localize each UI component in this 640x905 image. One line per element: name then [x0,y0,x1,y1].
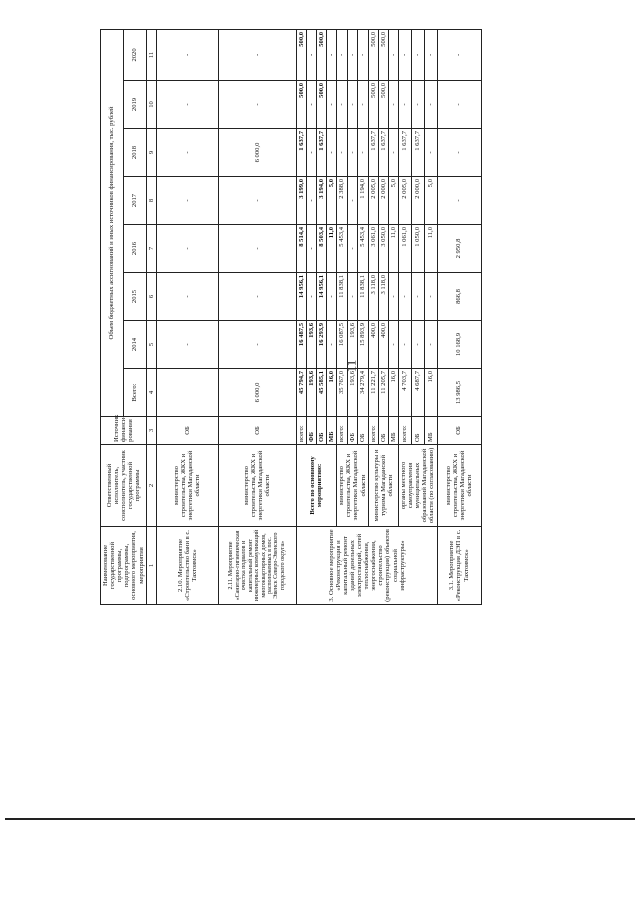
row-source: МБ [388,417,398,445]
value-cell: - [218,273,296,321]
value-cell: 16 487,5 [296,321,306,369]
value-cell: - [411,81,424,129]
value-cell: - [358,129,369,177]
value-cell: - [327,29,337,80]
value-cell: - [218,321,296,369]
value-cell: 45 585,1 [316,369,326,417]
value-cell: 14 956,1 [296,273,306,321]
value-cell: - [218,177,296,225]
row-source: всего: [398,417,411,445]
value-cell: - [437,81,481,129]
value-cell: - [156,29,218,80]
value-cell: 193,6 [347,369,357,417]
row-source: всего: [337,417,347,445]
rotated-table-wrapper [100,30,570,605]
table-row [337,29,347,604]
table-row [296,29,306,604]
row-source: всего: [368,417,378,445]
col-num: 1 [146,527,156,605]
value-cell: 2 388,0 [337,177,347,225]
value-cell: 866,8 [437,273,481,321]
value-cell: 14 956,1 [316,273,326,321]
col-num: 11 [146,29,156,80]
value-cell: - [156,81,218,129]
value-cell: 500,0 [378,29,388,80]
row-source: ФБ [306,417,316,445]
value-cell: 500,0 [316,81,326,129]
main-activity-name: 3. Основное мероприятие «Реконструкция и капитальный ремонт зданий дизельных электростанций, сетей теплоснабжения, энергоснабжения, строительство (реконструкция) объектов социальной инфраструктуры» [296,527,437,605]
value-cell: 5,0 [388,177,398,225]
value-cell: 6 000,0 [218,129,296,177]
value-cell: - [337,81,347,129]
value-cell: 193,6 [347,321,357,369]
value-cell: 11,0 [388,225,398,273]
value-cell: 2 000,0 [378,177,388,225]
value-cell: - [398,81,411,129]
row-executor: министерство строительства, ЖКХ и энергетики Магаданской области [218,445,296,527]
value-cell: - [358,81,369,129]
year-cell: 2014 [123,321,146,369]
col-num: 9 [146,129,156,177]
group-executor: министерство культуры и туризма Магаданской области [368,445,398,527]
value-cell: - [156,273,218,321]
row-executor: министерство строительства, ЖКХ и энергетики Магаданской области [156,445,218,527]
value-cell: - [424,81,437,129]
value-cell: - [306,129,316,177]
row-source: МБ [327,417,337,445]
value-cell: 8 503,4 [316,225,326,273]
value-cell: 11 221,7 [368,369,378,417]
year-cell: 2018 [123,129,146,177]
value-cell: - [156,225,218,273]
value-cell: 3 061,0 [368,225,378,273]
value-cell: 5 453,4 [358,225,369,273]
value-cell: - [358,29,369,80]
value-cell: - [306,29,316,80]
value-cell: 2 005,0 [368,177,378,225]
row-source: ОБ [316,417,326,445]
row-name: 2.10. Мероприятие «Строительство бани в с. Тахтоямск» [156,527,218,605]
value-cell: 1 061,0 [398,225,411,273]
value-cell: 8 514,4 [296,225,306,273]
col-num: 7 [146,225,156,273]
value-cell: 4 687,7 [411,369,424,417]
col-num: 5 [146,321,156,369]
value-cell: - [337,129,347,177]
value-cell: - [306,225,316,273]
value-cell: - [388,81,398,129]
value-cell: 11,0 [327,225,337,273]
value-cell: 500,0 [296,81,306,129]
value-cell: - [424,129,437,177]
row-source: ФБ [347,417,357,445]
value-cell: 16,0 [327,369,337,417]
value-cell: - [218,225,296,273]
col-num: 6 [146,273,156,321]
value-cell: 11 205,7 [378,369,388,417]
group-executor: органы местного самоуправления муниципальных образований Магаданской области (по согласованию) [398,445,437,527]
value-cell: - [411,321,424,369]
row-source: ОБ [437,417,481,445]
bottom-rule [5,818,635,820]
value-cell: 1 637,7 [316,129,326,177]
value-cell: 3 118,0 [378,273,388,321]
total-label: Всего по основному мероприятию: [296,445,336,527]
value-cell: - [347,225,357,273]
value-cell [156,369,218,417]
row-source: ОБ [378,417,388,445]
year-cell: 2016 [123,225,146,273]
value-cell: 5 453,4 [337,225,347,273]
year-cell: 2017 [123,177,146,225]
value-cell: - [218,29,296,80]
value-cell: - [347,81,357,129]
value-cell: 1 637,7 [411,129,424,177]
value-cell: - [388,273,398,321]
value-cell: - [424,29,437,80]
value-cell: 45 794,7 [296,369,306,417]
value-cell: - [398,321,411,369]
value-cell: 13 986,5 [437,369,481,417]
value-cell: - [347,273,357,321]
col-num: 8 [146,177,156,225]
row-source: МБ [424,417,437,445]
value-cell: 6 000,0 [218,369,296,417]
value-cell: - [327,321,337,369]
value-cell: 1 637,7 [378,129,388,177]
value-cell: - [327,273,337,321]
value-cell: 400,0 [378,321,388,369]
value-cell: - [347,29,357,80]
value-cell: - [424,273,437,321]
header-col-executor: Ответственный исполнитель, соисполнитель, участник государственной программы [101,445,147,527]
row-source: всего: [296,417,306,445]
value-cell: 2 950,8 [437,225,481,273]
value-cell: 34 279,4 [358,369,369,417]
table-row [398,29,411,604]
col-num: 4 [146,369,156,417]
value-cell: - [306,177,316,225]
value-cell: 16 087,5 [337,321,347,369]
value-cell: 1 637,7 [296,129,306,177]
table-row [156,29,218,604]
value-cell: 1 637,7 [368,129,378,177]
group-executor: министерство строительства, ЖКХ и энергетики Магаданской области [337,445,368,527]
header-funding-group: Объем бюджетных ассигнований и иных источников финансирования, тыс. рублей [101,29,124,416]
value-cell: - [424,321,437,369]
value-cell: - [218,81,296,129]
value-cell: 3 199,0 [296,177,306,225]
value-cell: 3 118,0 [368,273,378,321]
value-cell: 11 838,1 [358,273,369,321]
year-cell: 2020 [123,29,146,80]
value-cell: 10 168,9 [437,321,481,369]
header-nums-row [146,29,156,604]
value-cell: 500,0 [316,29,326,80]
value-cell: 5,0 [327,177,337,225]
value-cell: 500,0 [296,29,306,80]
header-row [101,29,124,604]
value-cell: 500,0 [378,81,388,129]
value-cell: 11 838,1 [337,273,347,321]
year-cell: 2019 [123,81,146,129]
row-source: ОБ [411,417,424,445]
col-num: 3 [146,417,156,445]
value-cell: - [156,129,218,177]
table-row [218,29,296,604]
value-cell: - [347,129,357,177]
col-num: 2 [146,445,156,527]
row-name: 2.11. Мероприятие «Санитарно-гигиеническая очистка подвалов и капитальный ремонт инженерных коммуникаций многоквартирных домов, расположенных в пос. Эвенск Северо-Эвенского городского округа» [218,527,296,605]
header-col-source: Источник финанси-рования [101,417,147,445]
value-cell: 1 194,0 [358,177,369,225]
value-cell: 4 703,7 [398,369,411,417]
value-cell: 16,0 [424,369,437,417]
table-row [437,29,481,604]
value-cell: 2 000,0 [411,177,424,225]
value-cell: 3 194,0 [316,177,326,225]
year-cell: Всего: [123,369,146,417]
row-source: ОБ [358,417,369,445]
row-name: 3.1. Мероприятие «Реконструкция ДЭП в с. Тахтоямск» [437,527,481,605]
row-source: ОБ [218,417,296,445]
value-cell: - [156,321,218,369]
year-cell: 2015 [123,273,146,321]
value-cell: 1 050,0 [411,225,424,273]
value-cell: - [306,81,316,129]
value-cell: - [411,273,424,321]
table-row [368,29,378,604]
value-cell: 5,0 [424,177,437,225]
col-num: 10 [146,81,156,129]
row-executor: министерство строительства, ЖКХ и энергетики Магаданской области [437,445,481,527]
value-cell: - [347,177,357,225]
value-cell: - [398,29,411,80]
value-cell: - [156,177,218,225]
value-cell: - [306,273,316,321]
value-cell: - [327,81,337,129]
header-col-name: Наименование государственной программы, подпрограммы, основного мероприятия, мероприятия [101,527,147,605]
funding-table [100,29,482,605]
value-cell: - [388,321,398,369]
value-cell: 500,0 [368,81,378,129]
value-cell: 500,0 [368,29,378,80]
value-cell: 3 050,0 [378,225,388,273]
value-cell: - [411,29,424,80]
value-cell: 11,0 [424,225,437,273]
value-cell: - [327,129,337,177]
value-cell: - [388,29,398,80]
value-cell: 193,6 [306,369,316,417]
value-cell: - [437,177,481,225]
row-source: ОБ [156,417,218,445]
page-number: 11 [343,359,359,373]
value-cell: - [437,129,481,177]
value-cell: - [337,29,347,80]
value-cell: 2 005,0 [398,177,411,225]
value-cell: - [388,129,398,177]
value-cell: - [398,273,411,321]
value-cell: 16 293,9 [316,321,326,369]
value-cell: 35 767,0 [337,369,347,417]
value-cell: 193,6 [306,321,316,369]
value-cell: 1 637,7 [398,129,411,177]
value-cell: 15 893,9 [358,321,369,369]
value-cell: 400,0 [368,321,378,369]
value-cell: - [437,29,481,80]
value-cell: 16,0 [388,369,398,417]
